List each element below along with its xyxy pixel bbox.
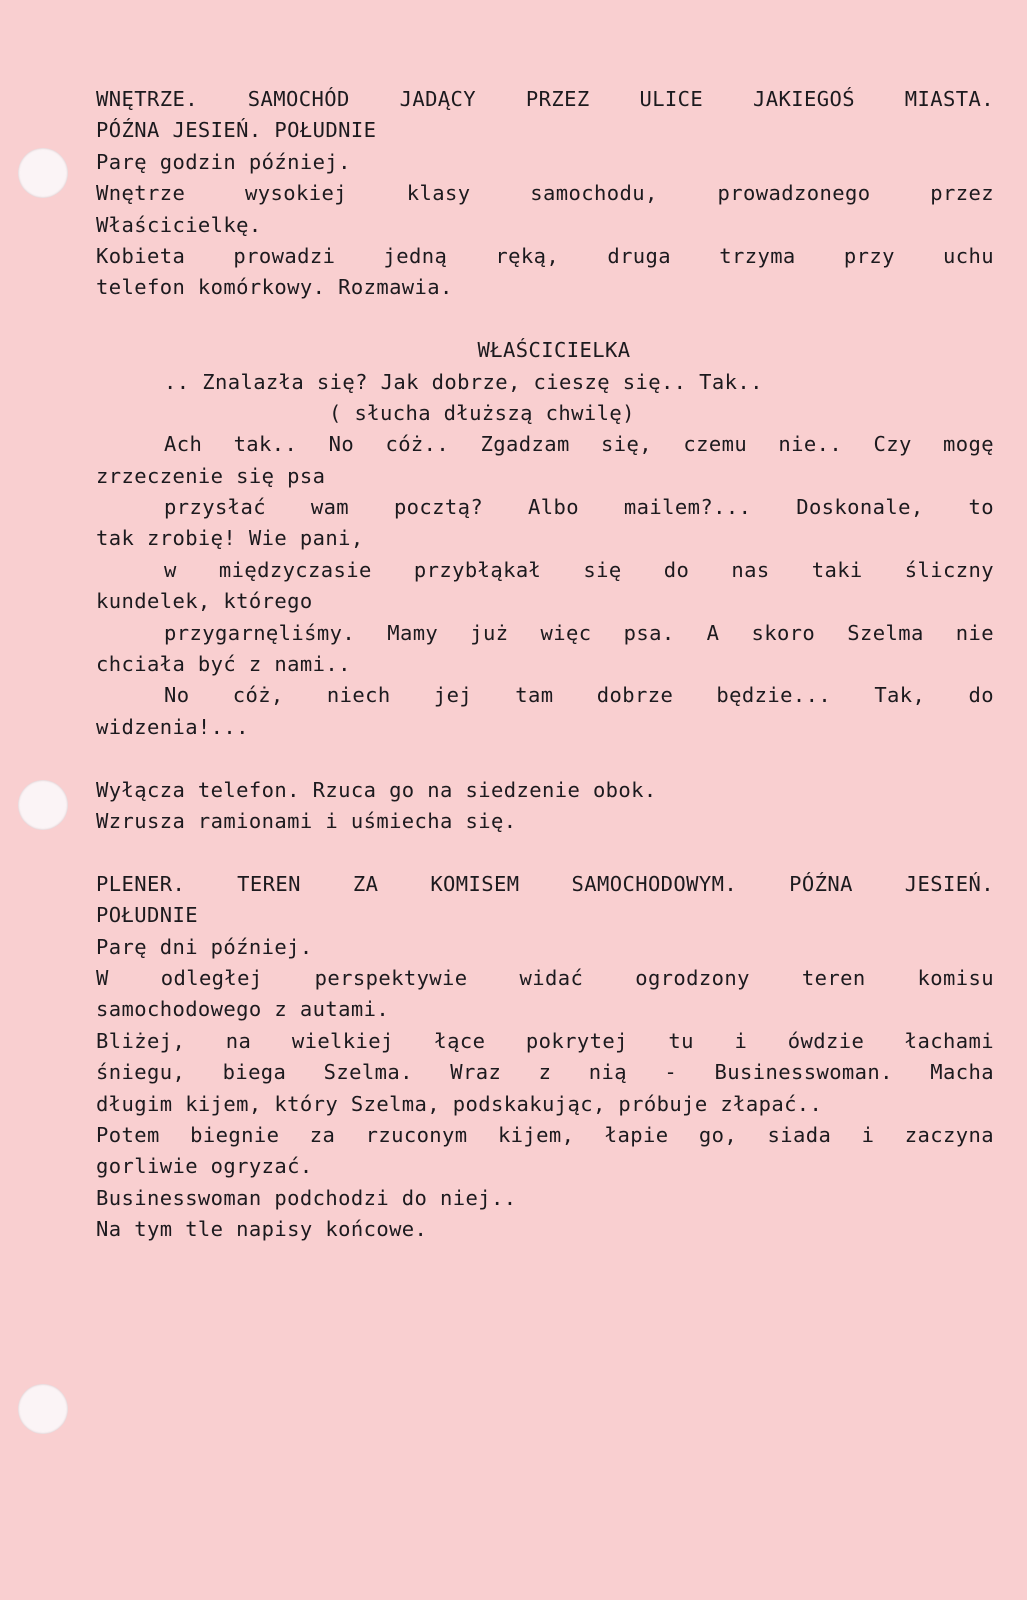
dialogue-line: w międzyczasie przybłąkał się do nas taki śliczny — [164, 557, 994, 582]
binder-hole-middle — [18, 780, 68, 830]
binder-hole-top — [18, 148, 68, 198]
dialogue-line: widzenia!... — [96, 714, 249, 739]
dialogue-line: przygarnęliśmy. Mamy już więc psa. A skoro Szelma nie — [164, 620, 994, 645]
dialogue-line: przysłać wam pocztą? Albo mailem?... Doskonale, to — [164, 495, 994, 520]
scene-heading: POŁUDNIE — [96, 903, 198, 928]
character-name: WŁAŚCICIELKA — [477, 338, 631, 363]
blank-line — [96, 743, 994, 774]
dialogue-line: .. Znalazła się? Jak dobrze, cieszę się.. Tak.. — [164, 369, 763, 394]
scene-heading: PLENER. TEREN ZA KOMISEM SAMOCHODOWYM. PÓŹNA JESIEŃ. — [96, 871, 994, 896]
action-line: Wzrusza ramionami i uśmiecha się. — [96, 808, 517, 833]
action-line: W odległej perspektywie widać ogrodzony teren komisu — [96, 965, 994, 990]
action-line: Businesswoman podchodzi do niej.. — [96, 1185, 517, 1210]
dialogue-line: tak zrobię! Wie pani, — [96, 526, 364, 551]
action-line: gorliwie ogryzać. — [96, 1154, 313, 1179]
action-line: Parę godzin później. — [96, 149, 351, 174]
action-line: śniegu, biega Szelma. Wraz z nią - Businesswoman. Macha — [96, 1060, 994, 1085]
action-line: długim kijem, który Szelma, podskakując, próbuje złapać.. — [96, 1091, 823, 1116]
binder-hole-bottom — [18, 1384, 68, 1434]
action-line: Wyłącza telefon. Rzuca go na siedzenie obok. — [96, 777, 657, 802]
dialogue-line: kundelek, którego — [96, 589, 313, 614]
action-line: Na tym tle napisy końcowe. — [96, 1217, 428, 1242]
dialogue-line: zrzeczenie się psa — [96, 463, 326, 488]
parenthetical: ( słucha dłuższą chwilę) — [329, 400, 635, 425]
dialogue-line: Ach tak.. No cóż.. Zgadzam się, czemu nie.. Czy mogę — [164, 432, 994, 457]
action-line: Właścicielkę. — [96, 212, 262, 237]
action-line: telefon komórkowy. Rozmawia. — [96, 275, 453, 300]
blank-line — [96, 304, 994, 335]
scene-heading: PÓŹNA JESIEŃ. POŁUDNIE — [96, 118, 377, 143]
action-line: Bliżej, na wielkiej łące pokrytej tu i ówdzie łachami — [96, 1028, 994, 1053]
action-line: samochodowego z autami. — [96, 997, 390, 1022]
dialogue-line: chciała być z nami.. — [96, 652, 351, 677]
dialogue-line: No cóż, niech jej tam dobrze będzie... Tak, do — [164, 683, 994, 708]
scene-heading: WNĘTRZE. SAMOCHÓD JADĄCY PRZEZ ULICE JAKIEGOŚ MIASTA. — [96, 87, 994, 111]
blank-line — [96, 837, 994, 868]
action-line: Potem biegnie za rzuconym kijem, łapie go, siada i zaczyna — [96, 1122, 994, 1147]
action-line: Kobieta prowadzi jedną ręką, druga trzyma przy uchu — [96, 243, 994, 268]
screenplay-text — [96, 84, 994, 1245]
action-line: Wnętrze wysokiej klasy samochodu, prowadzonego przez — [96, 181, 994, 206]
action-line: Parę dni później. — [96, 934, 313, 959]
